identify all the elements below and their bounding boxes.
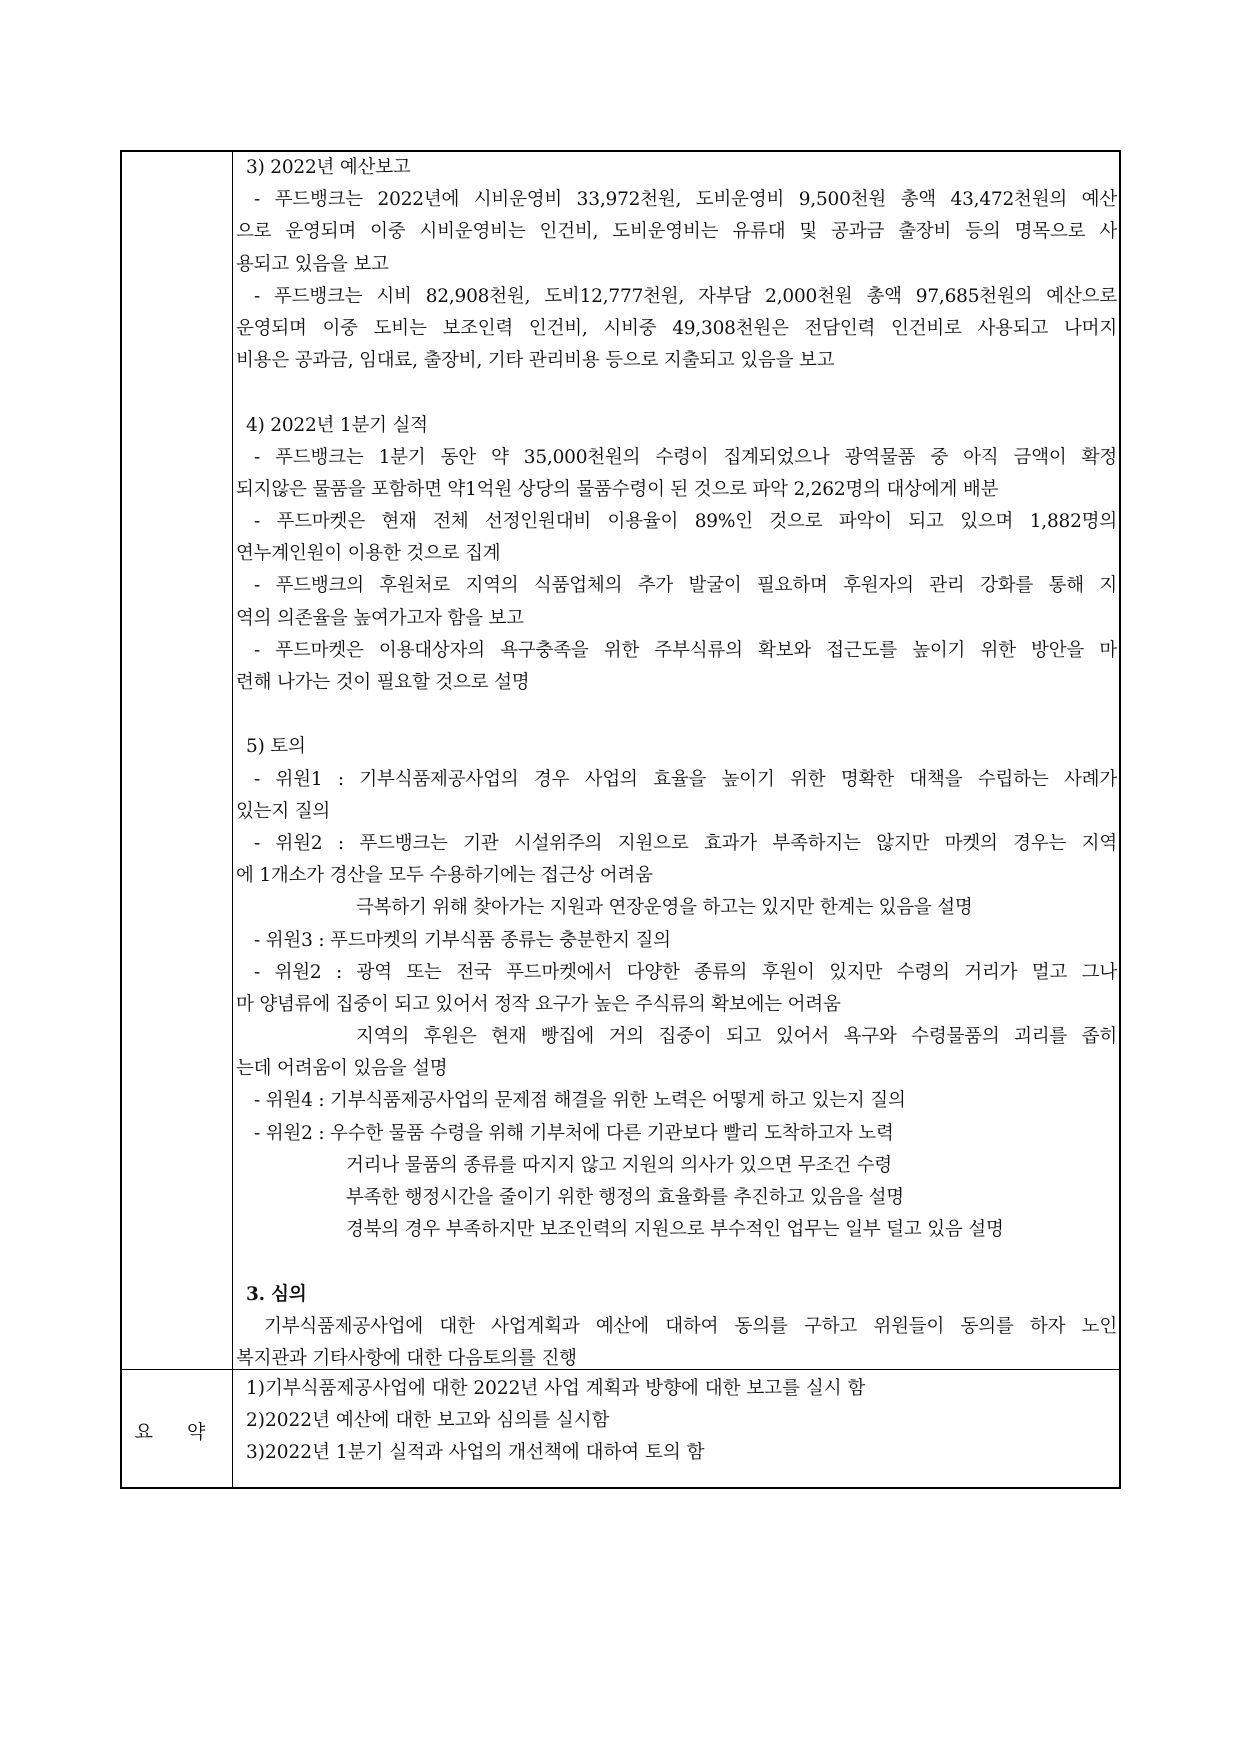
text-line: 기부식품제공사업에 대한 사업계획과 예산에 대하여 동의를 구하고 위원들이 동의를 하자 노인 [264, 1315, 1117, 1337]
text-line: 있는지 질의 [236, 800, 331, 822]
text-line: - 위원4 : 기부식품제공사업의 문제점 해결을 위한 노력은 어떻게 하고 있는지 질의 [254, 1090, 906, 1112]
summary-item: 3)2022년 1분기 실적과 사업의 개선책에 대하여 토의 함 [246, 1442, 705, 1464]
text-line: 련해 나가는 것이 필요할 것으로 설명 [236, 672, 530, 693]
text-line: 경북의 경우 부족하지만 보조인력의 지원으로 부수적인 업무는 일부 덜고 있음 설명 [346, 1219, 1004, 1241]
text-line: 용되고 있음을 보고 [236, 253, 389, 275]
text-line: 지역의 후원은 현재 빵집에 거의 집중이 되고 있어서 욕구와 수령물품의 괴리를 좁히 [356, 1026, 1117, 1048]
text-line: - 위원2 : 푸드뱅크는 기관 시설위주의 지원으로 효과가 부족하지는 않지만 마켓의 경우는 지역 [254, 832, 1117, 854]
content-cell [236, 152, 1117, 1375]
summary-item: 2)2022년 예산에 대한 보고와 심의를 실시함 [246, 1410, 610, 1432]
text-line: 는데 어려움이 있음을 설명 [236, 1058, 448, 1080]
text-line: - 위원3 : 푸드마켓의 기부식품 종류는 충분한지 질의 [254, 929, 671, 951]
summary-label: 요 약 [134, 1421, 220, 1443]
text-line: 극복하기 위해 찾아가는 지원과 연장운영을 하고는 있지만 한계는 있음을 설명 [356, 897, 973, 919]
text-line: 역의 의존율을 높여가고자 함을 보고 [236, 607, 524, 629]
text-line: - 푸드뱅크의 후원처로 지역의 식품업체의 추가 발굴이 필요하며 후원자의 관리 강화를 통해 지 [254, 575, 1117, 597]
text-line: 마 양념류에 집중이 되고 있어서 정작 요구가 높은 주식류의 확보에는 어려움 [236, 993, 841, 1015]
text-line: 복지관과 기타사항에 대한 다음토의를 진행 [236, 1347, 577, 1369]
text-line: 으로 운영되며 이중 시비운영비는 인건비, 도비운영비는 유류대 및 공과금 출장비 등의 명목으로 사 [236, 221, 1117, 243]
text-line: - 푸드뱅크는 2022년에 시비운영비 33,972천원, 도비운영비 9,500천원 총액 43,472천원의 예산 [254, 189, 1117, 211]
text-line: - 푸드마켓은 이용대상자의 욕구충족을 위한 주부식류의 확보와 접근도를 높이기 위한 방안을 마 [254, 639, 1117, 661]
text-line: 부족한 행정시간을 줄이기 위한 행정의 효율화를 추진하고 있음을 설명 [346, 1187, 904, 1208]
budget-heading: 3) 2022년 예산보고 [246, 157, 411, 178]
text-line: - 위원2 : 우수한 물품 수령을 위해 기부처에 다른 기관보다 빨리 도착하고자 노력 [254, 1122, 894, 1144]
discussion-heading: 5) 토의 [246, 736, 306, 758]
column-divider [232, 152, 233, 1487]
text-line: - 위원1 : 기부식품제공사업의 경우 사업의 효율을 높이기 위한 명확한 대책을 수립하는 사례가 [254, 768, 1117, 790]
text-line: - 푸드마켓은 현재 전체 선정인원대비 이용율이 89%인 것으로 파악이 되고 있으며 1,882명의 [254, 511, 1117, 533]
summary-cell [236, 1373, 1117, 1470]
text-line: - 푸드뱅크는 1분기 동안 약 35,000천원의 수령이 집계되었으나 광역물품 중 아직 금액이 확정 [254, 446, 1117, 468]
text-line: 연누계인원이 이용한 것으로 집계 [236, 543, 501, 565]
deliberation-heading: 3. 심의 [246, 1283, 307, 1305]
q1-heading: 4) 2022년 1분기 실적 [246, 414, 428, 436]
minutes-table [120, 150, 1121, 1489]
text-line: 거리나 물품의 종류를 따지지 않고 지원의 의사가 있으면 무조건 수령 [346, 1154, 892, 1176]
summary-item: 1)기부식품제공사업에 대한 2022년 사업 계획과 방향에 대한 보고를 실시 함 [246, 1378, 866, 1399]
text-line: 되지않은 물품을 포함하면 약1억원 상당의 물품수령이 된 것으로 파악 2,262명의 대상에게 배분 [236, 478, 999, 500]
text-line: 비용은 공과금, 임대료, 출장비, 기타 관리비용 등으로 지출되고 있음을 보고 [236, 350, 835, 372]
text-line: 에 1개소가 경산을 모두 수용하기에는 접근상 어려움 [236, 865, 653, 887]
text-line: 운영되며 이중 도비는 보조인력 인건비, 시비중 49,308천원은 전담인력 인건비로 사용되고 나머지 [236, 317, 1117, 339]
text-line: - 푸드뱅크는 시비 82,908천원, 도비12,777천원, 자부담 2,000천원 총액 97,685천원의 예산으로 [254, 285, 1117, 307]
text-line: - 위원2 : 광역 또는 전국 푸드마켓에서 다양한 종류의 후원이 있지만 수령의 거리가 멀고 그나 [254, 961, 1117, 983]
